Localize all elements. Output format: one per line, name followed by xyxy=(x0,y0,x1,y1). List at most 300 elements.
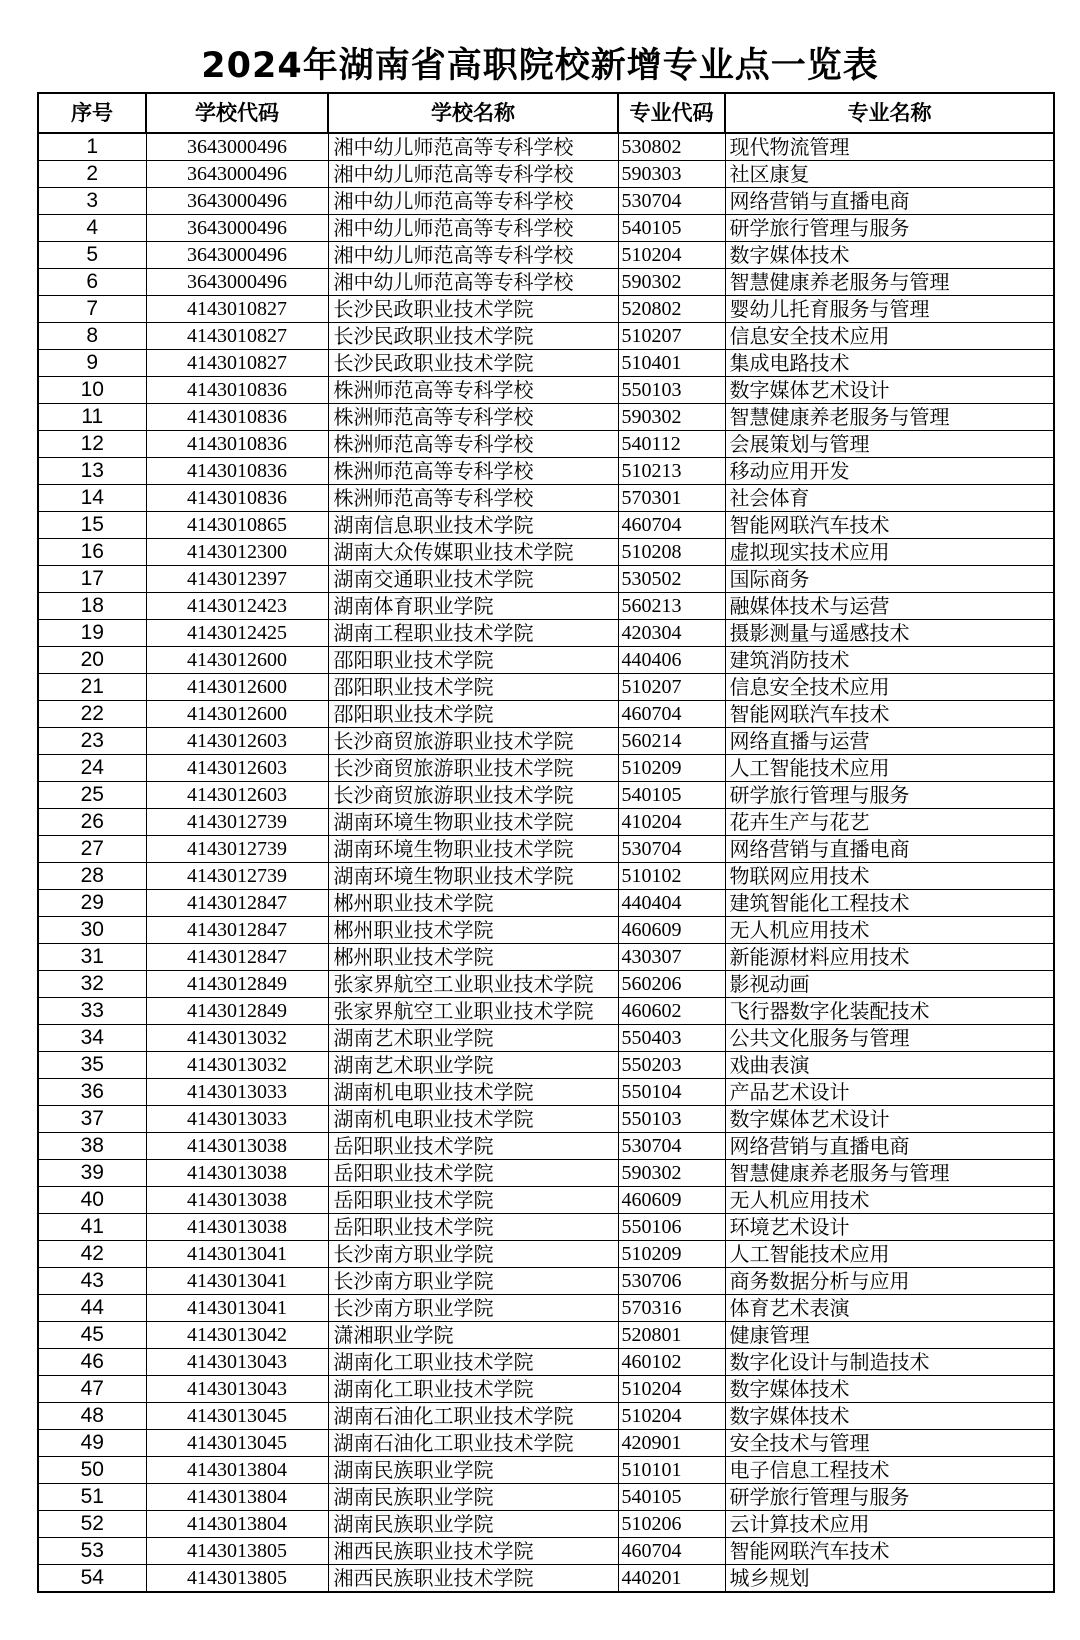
table-row xyxy=(38,350,1054,377)
cell-no: 34 xyxy=(38,1025,146,1052)
cell-major-code: 460102 xyxy=(618,1349,725,1376)
cell-major-name: 健康管理 xyxy=(725,1322,1054,1349)
table-row xyxy=(38,1376,1054,1403)
cell-school-code: 4143012739 xyxy=(146,863,328,890)
cell-no: 25 xyxy=(38,782,146,809)
table-row xyxy=(38,647,1054,674)
table-body xyxy=(38,133,1054,1592)
cell-school-code: 4143013805 xyxy=(146,1565,328,1593)
cell-no: 11 xyxy=(38,404,146,431)
cell-no: 4 xyxy=(38,215,146,242)
table-row xyxy=(38,701,1054,728)
cell-school-name: 湘西民族职业技术学院 xyxy=(328,1538,618,1565)
cell-major-name: 智慧健康养老服务与管理 xyxy=(725,404,1054,431)
cell-school-name: 邵阳职业技术学院 xyxy=(328,647,618,674)
table-row xyxy=(38,863,1054,890)
cell-school-code: 4143012739 xyxy=(146,809,328,836)
cell-major-code: 460609 xyxy=(618,1187,725,1214)
cell-major-code: 550403 xyxy=(618,1025,725,1052)
cell-major-code: 530704 xyxy=(618,836,725,863)
cell-no: 42 xyxy=(38,1241,146,1268)
cell-major-name: 数字媒体技术 xyxy=(725,1376,1054,1403)
cell-school-code: 4143010827 xyxy=(146,323,328,350)
cell-school-name: 长沙民政职业技术学院 xyxy=(328,350,618,377)
table-row xyxy=(38,1160,1054,1187)
cell-no: 14 xyxy=(38,485,146,512)
cell-no: 8 xyxy=(38,323,146,350)
cell-school-code: 4143013041 xyxy=(146,1295,328,1322)
cell-no: 16 xyxy=(38,539,146,566)
table-row xyxy=(38,161,1054,188)
table-row xyxy=(38,1457,1054,1484)
table-row xyxy=(38,1079,1054,1106)
cell-major-code: 510207 xyxy=(618,674,725,701)
cell-no: 50 xyxy=(38,1457,146,1484)
cell-major-code: 560213 xyxy=(618,593,725,620)
cell-school-code: 4143010827 xyxy=(146,350,328,377)
cell-school-name: 长沙商贸旅游职业技术学院 xyxy=(328,782,618,809)
cell-school-code: 4143012603 xyxy=(146,755,328,782)
table-row xyxy=(38,782,1054,809)
cell-school-code: 4143012603 xyxy=(146,728,328,755)
cell-major-name: 信息安全技术应用 xyxy=(725,674,1054,701)
cell-major-code: 510204 xyxy=(618,1403,725,1430)
cell-major-code: 550106 xyxy=(618,1214,725,1241)
cell-major-code: 530706 xyxy=(618,1268,725,1295)
cell-major-code: 510209 xyxy=(618,755,725,782)
cell-school-name: 湖南环境生物职业技术学院 xyxy=(328,863,618,890)
cell-school-code: 4143010836 xyxy=(146,404,328,431)
cell-major-name: 人工智能技术应用 xyxy=(725,1241,1054,1268)
cell-school-name: 株洲师范高等专科学校 xyxy=(328,485,618,512)
cell-major-code: 460609 xyxy=(618,917,725,944)
cell-school-name: 湖南工程职业技术学院 xyxy=(328,620,618,647)
cell-school-name: 湖南大众传媒职业技术学院 xyxy=(328,539,618,566)
cell-no: 49 xyxy=(38,1430,146,1457)
cell-school-name: 湖南石油化工职业技术学院 xyxy=(328,1403,618,1430)
cell-no: 2 xyxy=(38,161,146,188)
cell-major-name: 物联网应用技术 xyxy=(725,863,1054,890)
header-school-name: 学校名称 xyxy=(328,93,618,133)
cell-school-code: 4143013038 xyxy=(146,1133,328,1160)
cell-major-code: 510209 xyxy=(618,1241,725,1268)
cell-major-name: 数字媒体技术 xyxy=(725,1403,1054,1430)
table-row xyxy=(38,1430,1054,1457)
cell-major-name: 花卉生产与花艺 xyxy=(725,809,1054,836)
cell-school-name: 湖南民族职业学院 xyxy=(328,1457,618,1484)
cell-no: 36 xyxy=(38,1079,146,1106)
table-row xyxy=(38,1565,1054,1593)
cell-school-code: 4143013041 xyxy=(146,1268,328,1295)
cell-school-code: 4143013043 xyxy=(146,1349,328,1376)
cell-school-code: 4143012849 xyxy=(146,971,328,998)
table-row xyxy=(38,1187,1054,1214)
table-row xyxy=(38,1214,1054,1241)
cell-major-code: 590302 xyxy=(618,269,725,296)
table-row xyxy=(38,1538,1054,1565)
table-row xyxy=(38,674,1054,701)
cell-school-name: 郴州职业技术学院 xyxy=(328,890,618,917)
cell-major-code: 530502 xyxy=(618,566,725,593)
cell-school-name: 湖南交通职业技术学院 xyxy=(328,566,618,593)
cell-school-code: 4143012600 xyxy=(146,674,328,701)
cell-major-name: 安全技术与管理 xyxy=(725,1430,1054,1457)
table-row xyxy=(38,404,1054,431)
cell-major-code: 440406 xyxy=(618,647,725,674)
header-major-code: 专业代码 xyxy=(618,93,725,133)
cell-no: 33 xyxy=(38,998,146,1025)
cell-school-name: 湖南化工职业技术学院 xyxy=(328,1349,618,1376)
table-row xyxy=(38,566,1054,593)
cell-major-code: 460704 xyxy=(618,512,725,539)
cell-major-name: 虚拟现实技术应用 xyxy=(725,539,1054,566)
cell-school-name: 岳阳职业技术学院 xyxy=(328,1160,618,1187)
cell-school-code: 4143013038 xyxy=(146,1187,328,1214)
cell-no: 40 xyxy=(38,1187,146,1214)
cell-no: 5 xyxy=(38,242,146,269)
cell-major-name: 飞行器数字化装配技术 xyxy=(725,998,1054,1025)
cell-school-code: 4143012849 xyxy=(146,998,328,1025)
cell-school-name: 株洲师范高等专科学校 xyxy=(328,404,618,431)
cell-no: 9 xyxy=(38,350,146,377)
cell-no: 46 xyxy=(38,1349,146,1376)
cell-school-code: 4143013033 xyxy=(146,1079,328,1106)
cell-no: 10 xyxy=(38,377,146,404)
cell-no: 21 xyxy=(38,674,146,701)
cell-school-name: 湖南艺术职业学院 xyxy=(328,1052,618,1079)
cell-major-name: 网络营销与直播电商 xyxy=(725,188,1054,215)
cell-school-name: 湖南化工职业技术学院 xyxy=(328,1376,618,1403)
cell-school-code: 3643000496 xyxy=(146,215,328,242)
cell-school-name: 湘中幼儿师范高等专科学校 xyxy=(328,269,618,296)
cell-school-name: 湖南环境生物职业技术学院 xyxy=(328,809,618,836)
cell-no: 18 xyxy=(38,593,146,620)
cell-major-name: 数字化设计与制造技术 xyxy=(725,1349,1054,1376)
cell-school-code: 4143012600 xyxy=(146,701,328,728)
table-row xyxy=(38,512,1054,539)
cell-major-name: 智能网联汽车技术 xyxy=(725,512,1054,539)
table-row xyxy=(38,377,1054,404)
cell-major-name: 社区康复 xyxy=(725,161,1054,188)
cell-school-name: 潇湘职业学院 xyxy=(328,1322,618,1349)
cell-no: 29 xyxy=(38,890,146,917)
cell-major-name: 网络直播与运营 xyxy=(725,728,1054,755)
cell-school-code: 4143012847 xyxy=(146,944,328,971)
cell-major-code: 510204 xyxy=(618,242,725,269)
cell-school-name: 湖南石油化工职业技术学院 xyxy=(328,1430,618,1457)
cell-school-code: 4143012300 xyxy=(146,539,328,566)
cell-school-code: 4143013804 xyxy=(146,1484,328,1511)
cell-school-code: 4143012397 xyxy=(146,566,328,593)
cell-major-code: 510208 xyxy=(618,539,725,566)
table-row xyxy=(38,998,1054,1025)
cell-school-name: 湖南艺术职业学院 xyxy=(328,1025,618,1052)
cell-no: 19 xyxy=(38,620,146,647)
cell-major-code: 420901 xyxy=(618,1430,725,1457)
cell-major-name: 现代物流管理 xyxy=(725,133,1054,161)
cell-school-name: 邵阳职业技术学院 xyxy=(328,701,618,728)
table-row xyxy=(38,1241,1054,1268)
cell-no: 23 xyxy=(38,728,146,755)
cell-school-name: 湖南机电职业技术学院 xyxy=(328,1079,618,1106)
cell-school-code: 4143013042 xyxy=(146,1322,328,1349)
table-row xyxy=(38,323,1054,350)
table-row xyxy=(38,728,1054,755)
cell-major-code: 590302 xyxy=(618,404,725,431)
cell-major-name: 电子信息工程技术 xyxy=(725,1457,1054,1484)
cell-no: 41 xyxy=(38,1214,146,1241)
cell-major-code: 440201 xyxy=(618,1565,725,1593)
cell-school-name: 湖南环境生物职业技术学院 xyxy=(328,836,618,863)
header-no: 序号 xyxy=(38,93,146,133)
cell-major-code: 560214 xyxy=(618,728,725,755)
cell-school-code: 4143013041 xyxy=(146,1241,328,1268)
cell-no: 51 xyxy=(38,1484,146,1511)
table-row xyxy=(38,1511,1054,1538)
cell-major-name: 网络营销与直播电商 xyxy=(725,1133,1054,1160)
cell-major-code: 540105 xyxy=(618,215,725,242)
table-row xyxy=(38,1322,1054,1349)
cell-school-name: 湘中幼儿师范高等专科学校 xyxy=(328,215,618,242)
cell-major-name: 云计算技术应用 xyxy=(725,1511,1054,1538)
table-row xyxy=(38,242,1054,269)
table-row xyxy=(38,944,1054,971)
cell-school-code: 4143013045 xyxy=(146,1403,328,1430)
cell-no: 30 xyxy=(38,917,146,944)
cell-no: 37 xyxy=(38,1106,146,1133)
cell-major-name: 网络营销与直播电商 xyxy=(725,836,1054,863)
cell-school-name: 湘西民族职业技术学院 xyxy=(328,1565,618,1593)
cell-school-code: 3643000496 xyxy=(146,161,328,188)
cell-major-code: 410204 xyxy=(618,809,725,836)
table-row xyxy=(38,1403,1054,1430)
cell-no: 15 xyxy=(38,512,146,539)
cell-school-name: 长沙商贸旅游职业技术学院 xyxy=(328,728,618,755)
table-row xyxy=(38,269,1054,296)
cell-school-code: 4143013038 xyxy=(146,1214,328,1241)
cell-no: 48 xyxy=(38,1403,146,1430)
cell-major-name: 数字媒体艺术设计 xyxy=(725,377,1054,404)
cell-major-name: 智慧健康养老服务与管理 xyxy=(725,269,1054,296)
cell-major-name: 婴幼儿托育服务与管理 xyxy=(725,296,1054,323)
cell-major-code: 550203 xyxy=(618,1052,725,1079)
cell-major-name: 智能网联汽车技术 xyxy=(725,1538,1054,1565)
cell-major-code: 420304 xyxy=(618,620,725,647)
table-row xyxy=(38,458,1054,485)
cell-major-name: 数字媒体技术 xyxy=(725,242,1054,269)
cell-no: 20 xyxy=(38,647,146,674)
cell-major-code: 460704 xyxy=(618,1538,725,1565)
cell-no: 3 xyxy=(38,188,146,215)
cell-no: 1 xyxy=(38,133,146,161)
cell-major-name: 研学旅行管理与服务 xyxy=(725,215,1054,242)
cell-no: 35 xyxy=(38,1052,146,1079)
cell-school-code: 4143013043 xyxy=(146,1376,328,1403)
header-school-code: 学校代码 xyxy=(146,93,328,133)
cell-major-name: 数字媒体艺术设计 xyxy=(725,1106,1054,1133)
cell-major-name: 无人机应用技术 xyxy=(725,1187,1054,1214)
header-row xyxy=(38,93,1054,133)
cell-school-name: 长沙商贸旅游职业技术学院 xyxy=(328,755,618,782)
table-row xyxy=(38,809,1054,836)
cell-major-name: 国际商务 xyxy=(725,566,1054,593)
table-row xyxy=(38,133,1054,161)
cell-no: 39 xyxy=(38,1160,146,1187)
cell-school-name: 长沙民政职业技术学院 xyxy=(328,323,618,350)
cell-school-name: 湖南信息职业技术学院 xyxy=(328,512,618,539)
cell-school-name: 张家界航空工业职业技术学院 xyxy=(328,971,618,998)
cell-major-code: 510213 xyxy=(618,458,725,485)
cell-school-name: 郴州职业技术学院 xyxy=(328,917,618,944)
cell-school-name: 湘中幼儿师范高等专科学校 xyxy=(328,242,618,269)
cell-major-code: 510101 xyxy=(618,1457,725,1484)
cell-school-name: 岳阳职业技术学院 xyxy=(328,1187,618,1214)
table-row xyxy=(38,755,1054,782)
cell-major-name: 影视动画 xyxy=(725,971,1054,998)
cell-major-code: 560206 xyxy=(618,971,725,998)
cell-no: 22 xyxy=(38,701,146,728)
cell-school-name: 郴州职业技术学院 xyxy=(328,944,618,971)
cell-no: 52 xyxy=(38,1511,146,1538)
cell-school-name: 长沙南方职业学院 xyxy=(328,1295,618,1322)
cell-school-code: 4143013038 xyxy=(146,1160,328,1187)
cell-no: 28 xyxy=(38,863,146,890)
cell-school-code: 4143012847 xyxy=(146,917,328,944)
cell-major-name: 社会体育 xyxy=(725,485,1054,512)
cell-no: 31 xyxy=(38,944,146,971)
header-major-name: 专业名称 xyxy=(725,93,1054,133)
table-row xyxy=(38,188,1054,215)
table-row xyxy=(38,1025,1054,1052)
cell-school-name: 湖南机电职业技术学院 xyxy=(328,1106,618,1133)
cell-school-code: 4143013032 xyxy=(146,1052,328,1079)
cell-no: 47 xyxy=(38,1376,146,1403)
cell-major-code: 510204 xyxy=(618,1376,725,1403)
table-row xyxy=(38,620,1054,647)
cell-major-code: 460704 xyxy=(618,701,725,728)
cell-major-code: 440404 xyxy=(618,890,725,917)
table-row xyxy=(38,1106,1054,1133)
cell-major-code: 510207 xyxy=(618,323,725,350)
cell-major-code: 570316 xyxy=(618,1295,725,1322)
cell-no: 54 xyxy=(38,1565,146,1593)
table-row xyxy=(38,485,1054,512)
table-row xyxy=(38,1484,1054,1511)
cell-major-name: 研学旅行管理与服务 xyxy=(725,1484,1054,1511)
cell-major-code: 520802 xyxy=(618,296,725,323)
cell-major-name: 城乡规划 xyxy=(725,1565,1054,1593)
cell-major-name: 人工智能技术应用 xyxy=(725,755,1054,782)
cell-school-name: 株洲师范高等专科学校 xyxy=(328,458,618,485)
cell-school-code: 3643000496 xyxy=(146,242,328,269)
cell-school-code: 3643000496 xyxy=(146,188,328,215)
cell-major-name: 戏曲表演 xyxy=(725,1052,1054,1079)
cell-school-code: 4143010836 xyxy=(146,377,328,404)
cell-major-name: 集成电路技术 xyxy=(725,350,1054,377)
cell-major-code: 550103 xyxy=(618,1106,725,1133)
cell-major-code: 430307 xyxy=(618,944,725,971)
cell-school-code: 3643000496 xyxy=(146,269,328,296)
cell-major-name: 智能网联汽车技术 xyxy=(725,701,1054,728)
cell-major-name: 无人机应用技术 xyxy=(725,917,1054,944)
cell-major-code: 530704 xyxy=(618,1133,725,1160)
table-row xyxy=(38,215,1054,242)
cell-school-name: 岳阳职业技术学院 xyxy=(328,1214,618,1241)
table-row xyxy=(38,1295,1054,1322)
table-row xyxy=(38,836,1054,863)
cell-school-code: 4143010827 xyxy=(146,296,328,323)
table-row xyxy=(38,917,1054,944)
cell-no: 12 xyxy=(38,431,146,458)
cell-major-name: 建筑智能化工程技术 xyxy=(725,890,1054,917)
cell-school-code: 4143013804 xyxy=(146,1511,328,1538)
cell-major-name: 研学旅行管理与服务 xyxy=(725,782,1054,809)
table-row xyxy=(38,890,1054,917)
cell-school-name: 株洲师范高等专科学校 xyxy=(328,431,618,458)
cell-no: 32 xyxy=(38,971,146,998)
cell-school-name: 长沙南方职业学院 xyxy=(328,1268,618,1295)
cell-no: 13 xyxy=(38,458,146,485)
cell-school-name: 长沙南方职业学院 xyxy=(328,1241,618,1268)
cell-school-code: 4143012600 xyxy=(146,647,328,674)
cell-school-name: 张家界航空工业职业技术学院 xyxy=(328,998,618,1025)
cell-major-code: 510401 xyxy=(618,350,725,377)
table-row xyxy=(38,539,1054,566)
cell-school-name: 湘中幼儿师范高等专科学校 xyxy=(328,161,618,188)
cell-school-code: 4143012603 xyxy=(146,782,328,809)
cell-school-code: 3643000496 xyxy=(146,133,328,161)
cell-major-name: 体育艺术表演 xyxy=(725,1295,1054,1322)
cell-major-code: 530704 xyxy=(618,188,725,215)
cell-school-name: 株洲师范高等专科学校 xyxy=(328,377,618,404)
cell-school-code: 4143013033 xyxy=(146,1106,328,1133)
cell-no: 24 xyxy=(38,755,146,782)
cell-major-name: 环境艺术设计 xyxy=(725,1214,1054,1241)
cell-no: 38 xyxy=(38,1133,146,1160)
cell-no: 43 xyxy=(38,1268,146,1295)
cell-school-name: 长沙民政职业技术学院 xyxy=(328,296,618,323)
cell-school-name: 湖南民族职业学院 xyxy=(328,1484,618,1511)
cell-school-code: 4143012847 xyxy=(146,890,328,917)
table-row xyxy=(38,1133,1054,1160)
cell-major-code: 530802 xyxy=(618,133,725,161)
table-row xyxy=(38,431,1054,458)
cell-school-code: 4143010836 xyxy=(146,431,328,458)
cell-no: 6 xyxy=(38,269,146,296)
cell-school-code: 4143012425 xyxy=(146,620,328,647)
cell-major-code: 590303 xyxy=(618,161,725,188)
cell-no: 17 xyxy=(38,566,146,593)
cell-school-name: 邵阳职业技术学院 xyxy=(328,674,618,701)
cell-no: 7 xyxy=(38,296,146,323)
table-row xyxy=(38,971,1054,998)
cell-no: 53 xyxy=(38,1538,146,1565)
cell-school-name: 湘中幼儿师范高等专科学校 xyxy=(328,188,618,215)
cell-major-name: 融媒体技术与运营 xyxy=(725,593,1054,620)
cell-school-name: 湖南民族职业学院 xyxy=(328,1511,618,1538)
cell-major-name: 摄影测量与遥感技术 xyxy=(725,620,1054,647)
cell-major-name: 建筑消防技术 xyxy=(725,647,1054,674)
cell-no: 27 xyxy=(38,836,146,863)
cell-major-code: 590302 xyxy=(618,1160,725,1187)
cell-major-name: 产品艺术设计 xyxy=(725,1079,1054,1106)
cell-major-code: 550103 xyxy=(618,377,725,404)
cell-school-name: 湖南体育职业学院 xyxy=(328,593,618,620)
table-row xyxy=(38,1052,1054,1079)
cell-major-code: 520801 xyxy=(618,1322,725,1349)
cell-major-name: 会展策划与管理 xyxy=(725,431,1054,458)
cell-school-code: 4143013805 xyxy=(146,1538,328,1565)
